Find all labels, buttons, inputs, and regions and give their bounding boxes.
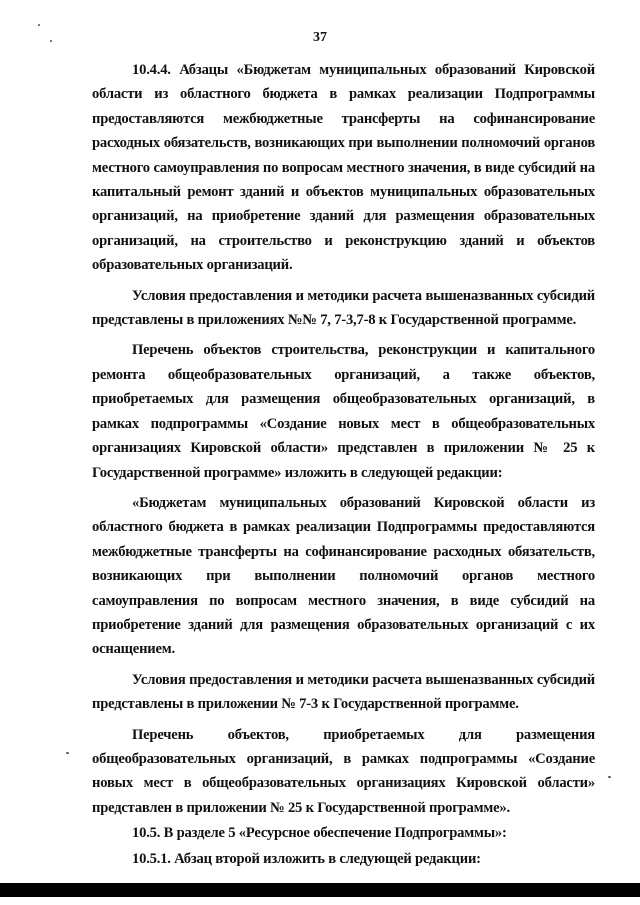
scan-speck <box>608 776 611 778</box>
paragraph-10-5: 10.5. В разделе 5 «Ресурсное обеспечение Подпрограммы»: <box>132 825 507 842</box>
document-body <box>92 58 595 871</box>
scan-speck <box>38 24 40 26</box>
paragraph-new-text-objects: Перечень объектов, приобретаемых для размещения общеобразовательных организаций, в рамках подпрограммы «Создание новых мест в общеобразовательных организациях Кировской области» представлен в приложении № 25 к Государственной программе». <box>92 726 595 816</box>
scan-edge-bar <box>0 883 640 897</box>
paragraph-subsidy-conditions: Условия предоставления и методики расчета вышеназванных субсидий представлены в приложениях №№ 7, 7-3,7-8 к Государственной программе. <box>92 287 595 329</box>
paragraph-new-text-budgets: «Бюджетам муниципальных образований Кировской области из областного бюджета в рамках реализации Подпрограммы предоставляются межбюджетные трансферты на софинансирование расходных обязательств, возникающих при выполнении полномочий органов местного самоуправления по вопросам местного значения, в виде субсидий на приобретение зданий для размещения образовательных организаций с их оснащением. <box>92 494 595 658</box>
paragraph-new-text-conditions: Условия предоставления и методики расчета вышеназванных субсидий представлены в приложении № 7-3 к Государственной программе. <box>92 671 595 713</box>
paragraph-objects-list: Перечень объектов строительства, реконструкции и капитального ремонта общеобразовательных организаций, а также объектов, приобретаемых для размещения общеобразовательных организаций, в рамках подпрограммы «Создание новых мест в общеобразовательных организациях Кировской области» представлен в приложении № 25 к Государственной программе» изложить в следующей редакции: <box>92 342 595 481</box>
scan-speck <box>66 752 69 754</box>
page-number: 37 <box>313 30 327 45</box>
scan-speck <box>50 40 52 42</box>
paragraph-10-5-1: 10.5.1. Абзац второй изложить в следующей редакции: <box>132 850 481 867</box>
paragraph-10-4-4: 10.4.4. Абзацы «Бюджетам муниципальных образований Кировской области из областного бюджета в рамках реализации Подпрограммы предоставляются межбюджетные трансферты на софинансирование расходных обязательств, возникающих при выполнении полномочий органов местного самоуправления по вопросам местного значения, в виде субсидий на капитальный ремонт зданий и объектов муниципальных образовательных организаций, на приобретение зданий для размещения образовательных организаций, на строительство и реконструкцию зданий и объектов образовательных организаций. <box>92 62 595 274</box>
